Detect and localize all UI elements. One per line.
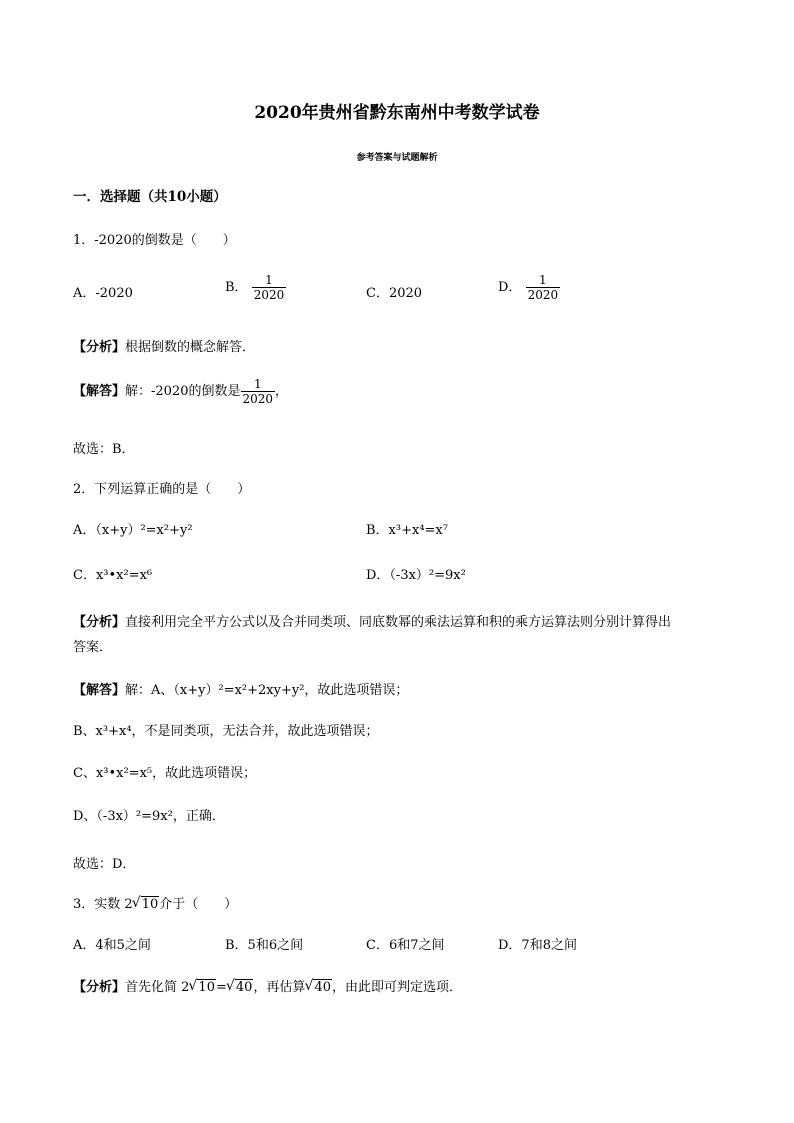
q2-option-c: C．x³•x²=x⁶ [73,568,153,583]
option-label: A． [73,286,96,301]
sqrt-symbol [133,897,160,912]
q2-analysis [73,611,671,630]
radicand: 40 [235,980,253,995]
section-heading: 一．选择题（共10小题） [73,189,227,205]
q3-option-d: D．7和8之间 [498,938,577,953]
option-text: 2020 [388,286,423,301]
q1-solution [73,377,288,406]
option-text: -2020 [95,286,133,301]
solution-text: 解：A、（x+y）²=x²+2xy+y²，故此选项错误； [125,683,409,698]
option-label: D． [498,280,522,295]
q2-option-a: A．（x+y）²=x²+y² [73,523,193,538]
q3-option-a: A．4和5之间 [73,938,151,953]
fraction: $\frac{1}{2020}$ [242,377,274,406]
q2-option-d: D．（-3x）²=9x² [366,568,466,583]
q1-option-a [73,282,133,301]
analysis-tag: 【分析】 [73,615,126,630]
analysis-text: ，由此即可判定选项． [331,980,462,995]
fraction: $\frac{1}{2020}$ [253,273,285,302]
q3-stem [73,893,237,912]
q1-choice: 故选：B． [73,442,135,457]
q3-option-b: B．5和6之间 [225,938,304,953]
solution-tag: 【解答】 [73,683,126,698]
solution-tag: 【解答】 [73,384,126,399]
stem-text: 介于（ ） [159,897,238,912]
q2-solution-c: C、x³•x²=x⁵，故此选项错误； [73,766,257,781]
analysis-tag: 【分析】 [73,340,126,355]
q2-solution-d: D、（-3x）²=9x²，正确． [73,809,225,824]
radicand: 10 [141,897,159,912]
radicand: 40 [314,980,331,995]
sqrt-symbol [227,980,254,995]
q1-option-c [366,282,422,301]
q3-option-c: C．6和7之间 [366,938,445,953]
analysis-text: 首先化简 2 [125,980,190,995]
analysis-tag: 【分析】 [73,980,126,995]
sqrt-symbol [305,980,332,995]
analysis-text: ，再估算 [253,980,306,995]
analysis-text: 直接利用完全平方公式以及合并同类项、同底数幂的乘法运算和积的乘方运算法则分别计算得出 [125,615,672,630]
page-subtitle: 参考答案与试题解析 [356,153,438,163]
q2-stem: 2．下列运算正确的是（ ） [73,482,251,497]
fraction: $\frac{1}{2020}$ [527,273,559,302]
sqrt-symbol [189,980,216,995]
analysis-text: 根据倒数的概念解答． [125,340,256,355]
q1-option-d [498,273,560,302]
q2-analysis-cont: 答案． [73,640,113,655]
equals-sign: = [215,980,227,995]
q3-analysis [73,976,462,995]
q1-option-b [225,273,286,302]
radicand: 10 [198,980,215,995]
option-label: B． [225,280,248,295]
q2-solution-b: B、x³+x⁴，不是同类项，无法合并，故此选项错误； [73,724,379,739]
q2-solution-a [73,679,408,698]
solution-text: 解：-2020的倒数是 [125,384,241,399]
page-title: 2020年贵州省黔东南州中考数学试卷 [254,103,540,123]
q2-choice: 故选：D． [73,857,136,872]
option-label: C． [366,286,389,301]
q1-analysis [73,336,255,355]
punctuation: ， [275,384,289,399]
q1-stem: 1．-2020的倒数是（ ） [73,233,236,248]
stem-text: 3．实数 2 [73,897,133,912]
q2-option-b: B．x³+x⁴=x⁷ [366,523,448,538]
